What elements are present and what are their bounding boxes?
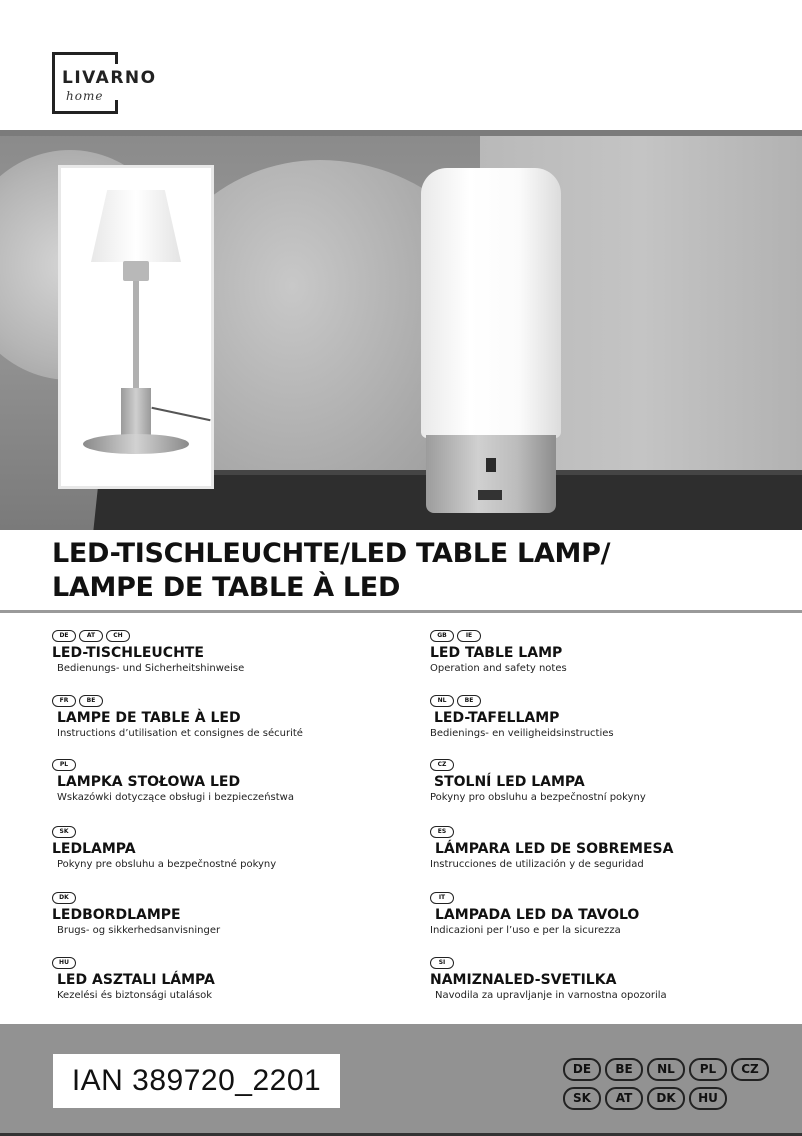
- country-badge: CZ: [430, 759, 454, 771]
- country-badge: GB: [430, 630, 454, 642]
- language-subtitle: Pokyny pre obsluhu a bezpečnostné pokyny: [57, 859, 277, 870]
- language-badges: [430, 826, 790, 838]
- country-badge: NL: [647, 1058, 685, 1081]
- inset-product-photo: [58, 165, 214, 489]
- language-subtitle: Instructions d’utilisation et consignes de sécurité: [57, 728, 303, 739]
- language-subtitle: Indicazioni per l’uso e per la sicurezza: [430, 925, 621, 936]
- mini-lamp-rod: [133, 281, 139, 389]
- country-badge: DE: [563, 1058, 601, 1081]
- ian-number: IAN 389720_2201: [71, 1064, 322, 1097]
- country-badge: DE: [52, 630, 76, 642]
- lamp-switch-icon: [486, 458, 496, 472]
- language-subtitle: Bedienings- en veiligheidsinstructies: [430, 728, 614, 739]
- language-entry: [430, 759, 790, 804]
- country-badge: HU: [689, 1087, 727, 1110]
- language-badges: [52, 759, 412, 771]
- language-subtitle: Brugs- og sikkerhedsanvisninger: [57, 925, 221, 936]
- country-badge-row: [563, 1058, 778, 1081]
- brand-sub: home: [66, 89, 104, 103]
- language-subtitle: Pokyny pro obsluhu a bezpečnostní pokyny: [430, 792, 646, 803]
- language-title: LED TABLE LAMP: [430, 645, 563, 661]
- mini-lamp-cap: [123, 261, 149, 281]
- country-badge: BE: [457, 695, 481, 707]
- country-badge: HU: [52, 957, 76, 969]
- language-title: LAMPADA LED DA TAVOLO: [435, 907, 640, 923]
- language-entry: [430, 630, 790, 675]
- language-title: LAMPE DE TABLE À LED: [57, 710, 241, 726]
- language-badges: [430, 630, 790, 642]
- language-entry: [52, 695, 412, 740]
- language-badges: [430, 892, 790, 904]
- country-badges: [563, 1058, 778, 1116]
- language-subtitle: Navodila za upravljanje in varnostna opozorila: [435, 990, 667, 1001]
- country-badge-row: [563, 1087, 778, 1110]
- language-badges: [52, 892, 412, 904]
- country-badge: BE: [79, 695, 103, 707]
- product-photo: [0, 130, 802, 530]
- language-entry: [430, 957, 790, 1002]
- country-badge: SI: [430, 957, 454, 969]
- title-line-2: LAMPE DE TABLE À LED: [52, 572, 401, 603]
- language-subtitle: Operation and safety notes: [430, 663, 567, 674]
- country-badge: CH: [106, 630, 130, 642]
- mini-lamp-cable: [151, 407, 210, 421]
- logo-frame-bottom: [52, 111, 118, 114]
- language-title: NAMIZNALED-SVETILKA: [430, 972, 617, 988]
- lamp-shade: [421, 168, 561, 438]
- country-badge: AT: [79, 630, 103, 642]
- ian-box: [53, 1054, 340, 1108]
- language-title: LÁMPARA LED DE SOBREMESA: [435, 841, 674, 857]
- country-badge: DK: [647, 1087, 685, 1110]
- country-badge: PL: [52, 759, 76, 771]
- logo-frame-right-bottom: [115, 100, 118, 114]
- country-badge: BE: [605, 1058, 643, 1081]
- document-title: [52, 537, 772, 605]
- language-subtitle: Bedienungs- und Sicherheitshinweise: [57, 663, 245, 674]
- language-entry: [52, 957, 412, 1002]
- lamp-base: [426, 435, 556, 513]
- language-subtitle: Instrucciones de utilización y de seguridad: [430, 859, 644, 870]
- country-badge: IT: [430, 892, 454, 904]
- usb-port-icon: [478, 490, 502, 500]
- language-entry: [430, 892, 790, 937]
- mini-lamp-body: [121, 388, 151, 438]
- language-entry: [430, 826, 790, 871]
- country-badge: PL: [689, 1058, 727, 1081]
- country-badge: AT: [605, 1087, 643, 1110]
- mini-lamp-base: [83, 434, 189, 454]
- country-badge: SK: [563, 1087, 601, 1110]
- language-title: STOLNÍ LED LAMPA: [434, 774, 585, 790]
- country-badge: NL: [430, 695, 454, 707]
- language-entry: [52, 759, 412, 804]
- language-badges: [52, 826, 412, 838]
- language-badges: [52, 957, 412, 969]
- title-line-1: LED-TISCHLEUCHTE/LED TABLE LAMP/: [52, 538, 611, 569]
- language-entry: [430, 695, 790, 740]
- language-badges: [52, 630, 412, 642]
- language-title: LED ASZTALI LÁMPA: [57, 972, 215, 988]
- language-subtitle: Wskazówki dotyczące obsługi i bezpieczeństwa: [57, 792, 294, 803]
- country-badge: DK: [52, 892, 76, 904]
- language-entry: [52, 630, 412, 675]
- language-badges: [430, 759, 790, 771]
- brand-name: LIVARNO: [62, 68, 157, 88]
- language-title: LED-TAFELLAMP: [434, 710, 560, 726]
- language-entry: [52, 826, 412, 871]
- logo-frame-top: [52, 52, 118, 55]
- language-badges: [430, 957, 790, 969]
- language-entry: [52, 892, 412, 937]
- country-badge: FR: [52, 695, 76, 707]
- divider: [0, 610, 802, 613]
- language-badges: [52, 695, 412, 707]
- language-title: LEDLAMPA: [52, 841, 136, 857]
- country-badge: SK: [52, 826, 76, 838]
- language-badges: [430, 695, 790, 707]
- language-title: LED-TISCHLEUCHTE: [52, 645, 204, 661]
- mini-lamp-shade: [91, 190, 181, 262]
- country-badge: CZ: [731, 1058, 769, 1081]
- language-subtitle: Kezelési és biztonsági utalások: [57, 990, 213, 1001]
- logo-frame-right-top: [115, 52, 118, 64]
- language-title: LEDBORDLAMPE: [52, 907, 181, 923]
- logo-frame-left: [52, 52, 55, 114]
- country-badge: IE: [457, 630, 481, 642]
- country-badge: ES: [430, 826, 454, 838]
- language-title: LAMPKA STOŁOWA LED: [57, 774, 241, 790]
